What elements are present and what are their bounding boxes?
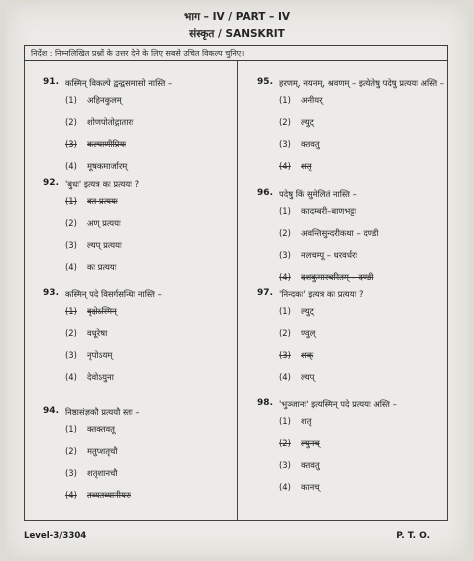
answer-option[interactable] [279, 300, 447, 322]
answer-option[interactable] [279, 322, 447, 344]
option-text: ण्वुल् [301, 328, 316, 338]
column-divider [237, 61, 238, 520]
answer-option[interactable] [65, 300, 233, 322]
option-number: (2) [279, 228, 291, 238]
answer-option[interactable] [65, 418, 233, 440]
option-number: (3) [65, 139, 77, 149]
option-number: (3) [65, 468, 77, 478]
question-number: 97. [257, 288, 273, 298]
question-number: 94. [43, 406, 59, 416]
instruction-box: निर्देश : निम्नलिखित प्रश्नों के उत्तर देने के लिए सबसे उचित विकल्प चुनिए। [24, 45, 448, 61]
answer-option[interactable] [65, 366, 233, 388]
options-list [65, 89, 233, 177]
question-text: कस्मिन् विकल्पे द्वन्द्वसमासो नास्ति – [65, 78, 173, 88]
option-number: (3) [65, 350, 77, 360]
option-number: (3) [279, 139, 291, 149]
option-text: क्त प्रत्ययः [87, 196, 118, 206]
option-text: वधूरेषा [87, 328, 108, 338]
option-number: (2) [279, 438, 291, 448]
answer-option[interactable] [279, 432, 447, 454]
option-number: (4) [65, 161, 77, 171]
question-number: 96. [257, 188, 273, 198]
question-stem [247, 398, 447, 410]
question-text: हरणम्, नयनम्, श्रवणम् – इत्येतेषु पदेषु प्रत्ययः अस्ति – [279, 78, 444, 88]
option-number: (2) [65, 328, 77, 338]
answer-option[interactable] [65, 440, 233, 462]
answer-option[interactable] [65, 89, 233, 111]
option-text: ल्युनच् [301, 438, 320, 448]
option-number: (1) [65, 306, 77, 316]
options-list [279, 300, 447, 388]
option-number: (2) [279, 117, 291, 127]
answer-option[interactable] [279, 410, 447, 432]
option-number: (2) [65, 117, 77, 127]
question-paper-page [6, 4, 468, 557]
option-text: कानच् [301, 482, 320, 492]
answer-option[interactable] [279, 200, 447, 222]
options-list [65, 300, 233, 388]
question-number: 93. [43, 288, 59, 298]
pto-label: P. T. O. [396, 531, 430, 541]
option-text: देवोऽयुना [87, 372, 114, 382]
option-number: (4) [65, 262, 77, 272]
option-number: (4) [279, 272, 291, 282]
question-text: 'निन्दकः' इत्यत्र कः प्रत्ययः ? [279, 289, 364, 299]
option-number: (4) [279, 161, 291, 171]
question-stem [33, 288, 233, 300]
question-text: 'बुधः' इत्यत्र कः प्रत्ययः ? [65, 179, 140, 189]
option-text: क्तवतु [301, 460, 320, 470]
question-stem [33, 178, 233, 190]
option-number: (2) [65, 446, 77, 456]
option-text: अण् प्रत्ययः [87, 218, 121, 228]
answer-option[interactable] [279, 244, 447, 266]
part-title: भाग – IV / PART – IV [184, 11, 290, 23]
answer-option[interactable] [65, 190, 233, 212]
answer-option[interactable] [65, 234, 233, 256]
answer-option[interactable] [279, 111, 447, 133]
option-text: अनीयर् [301, 95, 323, 105]
option-number: (4) [65, 490, 77, 500]
answer-option[interactable] [279, 366, 447, 388]
answer-option[interactable] [65, 322, 233, 344]
option-number: (2) [65, 218, 77, 228]
option-number: (1) [279, 416, 291, 426]
option-text: कः प्रत्ययः [87, 262, 117, 272]
option-text: शोणपोतोद्गातारः [87, 117, 134, 127]
answer-option[interactable] [65, 484, 233, 506]
question-92 [33, 178, 233, 278]
option-text: ल्यप् प्रत्ययः [87, 240, 122, 250]
level-code: Level-3/3304 [24, 531, 87, 541]
option-text: ल्युट् [301, 306, 314, 316]
option-text: शतृ [301, 161, 312, 171]
question-text: कस्मिन् पदे विसर्गसन्धिः नास्ति – [65, 289, 162, 299]
option-text: ल्युट् [301, 117, 314, 127]
option-text: कल्याणीप्रियः [87, 139, 126, 149]
option-text: मतुप्शतृचौ [87, 446, 118, 456]
option-number: (1) [65, 95, 77, 105]
answer-option[interactable] [65, 212, 233, 234]
question-93 [33, 288, 233, 388]
question-number: 92. [43, 178, 59, 188]
question-95 [247, 77, 447, 177]
option-number: (1) [279, 206, 291, 216]
option-number: (2) [279, 328, 291, 338]
option-number: (1) [279, 95, 291, 105]
option-number: (3) [279, 460, 291, 470]
answer-option[interactable] [65, 111, 233, 133]
option-text: वृक्षेऽस्मिन् [87, 306, 117, 316]
answer-option[interactable] [279, 344, 447, 366]
subject-title: संस्कृत / SANSKRIT [189, 28, 285, 40]
options-list [279, 200, 447, 288]
option-number: (3) [279, 250, 291, 260]
answer-option[interactable] [65, 256, 233, 278]
option-text: ल्यप् [301, 372, 315, 382]
answer-option[interactable] [65, 155, 233, 177]
option-number: (4) [279, 372, 291, 382]
question-stem [247, 77, 447, 89]
answer-option[interactable] [279, 222, 447, 244]
question-97 [247, 288, 447, 388]
answer-option[interactable] [279, 133, 447, 155]
question-stem [247, 288, 447, 300]
option-number: (4) [279, 482, 291, 492]
options-list [65, 418, 233, 506]
option-number: (3) [279, 350, 291, 360]
option-text: मूषकमार्जारम् [87, 161, 128, 171]
question-stem [247, 188, 447, 200]
answer-option[interactable] [65, 462, 233, 484]
option-text: कादम्बरी–बाणभट्टः [301, 206, 357, 216]
option-text: अवन्तिसुन्दरीकथा – दण्डी [301, 228, 379, 238]
question-96 [247, 188, 447, 288]
option-text: शक् [301, 350, 314, 360]
option-number: (3) [65, 240, 77, 250]
question-91 [33, 77, 233, 177]
option-text: दशकुमारचरितम् – दण्डी [301, 272, 374, 282]
option-number: (1) [65, 196, 77, 206]
questions-frame [24, 61, 448, 521]
answer-option[interactable] [65, 133, 233, 155]
option-text: नृपोऽयम् [87, 350, 113, 360]
answer-option[interactable] [65, 344, 233, 366]
answer-option[interactable] [279, 476, 447, 498]
option-text: नलचम्पू – धरवर्धरः [301, 250, 358, 260]
option-text: क्तक्तवतू [87, 424, 115, 434]
answer-option[interactable] [279, 266, 447, 288]
question-text: 'भुञ्जानः' इत्यस्मिन् पदे प्रत्ययः अस्ति – [279, 399, 397, 409]
question-text: निष्ठासंज्ञकौ प्रत्ययौ स्तः – [65, 407, 140, 417]
option-text: क्तवतु [301, 139, 320, 149]
options-list [279, 89, 447, 177]
question-94 [33, 406, 233, 506]
option-text: अहिनकुलम् [87, 95, 122, 105]
question-stem [33, 77, 233, 89]
question-number: 91. [43, 77, 59, 87]
question-stem [33, 406, 233, 418]
question-98 [247, 398, 447, 498]
page-header [6, 10, 468, 41]
answer-option[interactable] [279, 89, 447, 111]
option-number: (1) [279, 306, 291, 316]
options-list [65, 190, 233, 278]
question-text: पदेषु किं सुमेलितं नास्ति – [279, 189, 357, 199]
option-text: शतृ [301, 416, 312, 426]
question-number: 95. [257, 77, 273, 87]
question-number: 98. [257, 398, 273, 408]
answer-option[interactable] [279, 155, 447, 177]
option-text: शतृशानचौ [87, 468, 118, 478]
answer-option[interactable] [279, 454, 447, 476]
options-list [279, 410, 447, 498]
option-text: तव्यतव्यानीयरः [87, 490, 131, 500]
option-number: (4) [65, 372, 77, 382]
option-number: (1) [65, 424, 77, 434]
